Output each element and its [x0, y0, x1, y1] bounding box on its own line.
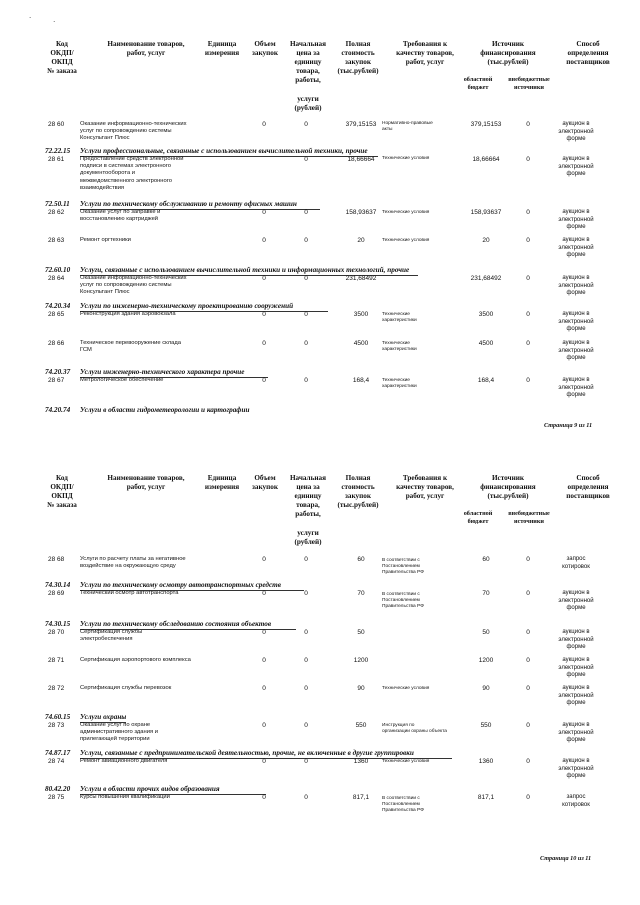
row-offbudget: 0	[526, 685, 530, 692]
row-regional: 1360	[478, 758, 494, 765]
header-offbudget: внебюджетные источники	[508, 76, 550, 91]
category-title: Услуги по техническому обслуживанию и ремонту офисных машин	[80, 200, 297, 208]
header-code: Код ОКДП/ ОКПД № заказа	[47, 474, 77, 509]
row-number: 28 66	[48, 340, 65, 347]
header-volume: Объем закупок	[252, 40, 278, 57]
row-unit: 0	[262, 590, 266, 597]
category-title: Услуги по техническому обследованию состояния объектов	[80, 620, 272, 628]
row-regional: 817,1	[477, 794, 495, 801]
row-total: 20	[357, 237, 365, 244]
row-unit: 0	[262, 377, 266, 384]
row-method: аукцион в электронной форме	[558, 121, 594, 142]
header-requirements: Требования к качеству товаров, работ, услуг	[396, 40, 454, 66]
category-title: Услуги, связанные с использованием вычислительной техники и информационных технологий, прочие	[80, 266, 410, 274]
row-total: 1360	[353, 758, 369, 765]
header-name: Наименование товаров, работ, услуг	[107, 474, 185, 491]
category-code: 74.20.74	[45, 406, 71, 414]
row-regional: 18,66664	[472, 156, 500, 163]
row-unit: 0	[262, 758, 266, 765]
category-code: 74.60.15	[45, 713, 71, 721]
header-source: Источник финансирования (тыс.рублей)	[480, 474, 536, 500]
row-method: аукцион в электронной форме	[558, 685, 594, 706]
row-number: 28 71	[48, 657, 65, 664]
page-number: Страница 10 из 11	[540, 855, 592, 862]
row-regional: 158,93637	[470, 209, 502, 216]
row-offbudget: 0	[526, 657, 530, 664]
row-requirements: Технические условия	[382, 686, 430, 691]
row-description: Реконструкция здания аэровокзала	[80, 311, 176, 317]
row-method: аукцион в электронной форме	[558, 311, 594, 332]
row-offbudget: 0	[526, 758, 530, 765]
row-price: 0	[304, 156, 308, 163]
header-services: услуги (рублей)	[294, 529, 322, 546]
row-total: 231,68492	[345, 275, 377, 282]
row-method: аукцион в электронной форме	[558, 237, 594, 258]
row-offbudget: 0	[526, 237, 530, 244]
row-regional: 168,4	[477, 377, 495, 384]
row-number: 28 72	[48, 685, 65, 692]
row-method: аукцион в электронной форме	[558, 377, 594, 398]
row-number: 28 62	[48, 209, 65, 216]
scan-speck: `	[29, 16, 32, 24]
row-regional: 90	[482, 685, 490, 692]
header-init-price: Начальная цена за единицу товара, работы,	[289, 40, 327, 84]
row-price: 0	[304, 275, 308, 282]
row-number: 28 61	[48, 156, 65, 163]
row-price: 0	[304, 758, 308, 765]
row-unit: 0	[262, 556, 266, 563]
row-price: 0	[304, 311, 308, 318]
row-regional: 550	[480, 722, 492, 729]
row-total: 50	[357, 629, 365, 636]
row-unit: 0	[262, 685, 266, 692]
row-offbudget: 0	[526, 209, 530, 216]
header-volume: Объем закупок	[252, 474, 278, 491]
row-number: 28 60	[48, 121, 65, 128]
category-title: Услуги по техническому осмотру автотранспортных средств	[80, 581, 281, 589]
row-unit: 0	[262, 657, 266, 664]
row-number: 28 75	[48, 794, 65, 801]
header-requirements: Требования к качеству товаров, работ, услуг	[396, 474, 454, 500]
row-unit: 0	[262, 237, 266, 244]
row-price: 0	[304, 722, 308, 729]
row-method: аукцион в электронной форме	[558, 156, 594, 177]
row-price: 0	[304, 629, 308, 636]
category-code: 74.30.15	[45, 620, 71, 628]
row-description: Оказание информационно-технических услуг по сопровождению системы Консультант Плюс	[80, 275, 187, 296]
row-description: Метрологическое обеспечение	[80, 377, 164, 383]
row-description: Услуги по расчету платы за негативное воздействие на окружающую среду	[80, 556, 186, 570]
category-code: 74.87.17	[45, 749, 71, 757]
row-offbudget: 0	[526, 629, 530, 636]
row-method: аукцион в электронной форме	[558, 340, 594, 361]
row-requirements: Технические условия	[382, 210, 430, 215]
page-number: Страница 9 из 11	[544, 422, 593, 429]
category-code: 72.50.11	[45, 200, 70, 208]
header-name: Наименование товаров, работ, услуг	[107, 40, 185, 57]
row-requirements: Технические условия	[382, 759, 430, 764]
row-price: 0	[304, 237, 308, 244]
category-code: 72.60.10	[45, 266, 71, 274]
row-regional: 3500	[478, 311, 494, 318]
row-total: 70	[357, 590, 365, 597]
row-number: 28 70	[48, 629, 65, 636]
row-regional: 379,15153	[470, 121, 502, 128]
row-regional: 20	[482, 237, 490, 244]
row-total: 158,93637	[345, 209, 377, 216]
row-method: аукцион в электронной форме	[558, 722, 594, 743]
row-unit: 0	[262, 722, 266, 729]
row-total: 550	[355, 722, 367, 729]
row-number: 28 65	[48, 311, 65, 318]
row-price: 0	[304, 590, 308, 597]
row-offbudget: 0	[526, 556, 530, 563]
row-offbudget: 0	[526, 311, 530, 318]
row-method: аукцион в электронной форме	[558, 629, 594, 650]
row-regional: 4500	[478, 340, 494, 347]
row-offbudget: 0	[526, 794, 530, 801]
row-description: Технический осмотр автотранспорта	[80, 590, 179, 596]
row-price: 0	[304, 209, 308, 216]
row-regional: 70	[482, 590, 490, 597]
row-total: 817,1	[352, 794, 370, 801]
header-total: Полная стоимость закупок (тыс.рублей)	[337, 40, 379, 75]
row-number: 28 69	[48, 590, 65, 597]
row-description: Оказание услуг по заправке и восстановлению картриджей	[80, 209, 161, 223]
row-description: Техническое перевооружение склада ГСМ	[80, 340, 181, 354]
header-code: Код ОКДП/ ОКПД № заказа	[47, 40, 77, 75]
row-requirements: Технические характеристики	[382, 341, 417, 352]
row-description: Ремонт оргтехники	[80, 237, 131, 243]
row-offbudget: 0	[526, 377, 530, 384]
row-requirements: Технические условия	[382, 156, 430, 161]
row-requirements: В соответствии с Постановлением Правительства РФ	[382, 796, 424, 813]
category-title: Услуги, связанные с предпринимательской деятельностью, прочие, не включенные в другие группировки	[80, 749, 414, 757]
scan-speck: ·	[53, 18, 56, 26]
row-number: 28 73	[48, 722, 65, 729]
row-requirements: Нормативно-правовые акты	[382, 121, 433, 132]
row-price: 0	[304, 794, 308, 801]
row-number: 28 64	[48, 275, 65, 282]
row-offbudget: 0	[526, 590, 530, 597]
row-method: аукцион в электронной форме	[558, 590, 594, 611]
row-offbudget: 0	[526, 722, 530, 729]
row-number: 28 68	[48, 556, 65, 563]
category-title: Услуги охраны	[80, 713, 127, 721]
row-number: 28 67	[48, 377, 65, 384]
row-requirements: Технические характеристики	[382, 378, 417, 389]
row-description: Сертификация аэропортового комплекса	[80, 657, 191, 663]
row-number: 28 63	[48, 237, 65, 244]
category-code: 74.20.37	[45, 368, 71, 376]
row-total: 4500	[353, 340, 369, 347]
row-offbudget: 0	[526, 121, 530, 128]
header-method: Способ определения поставщиков	[566, 474, 610, 500]
category-code: 74.20.34	[45, 302, 71, 310]
header-regional: областной бюджет	[463, 76, 493, 91]
row-total: 3500	[353, 311, 369, 318]
row-price: 0	[304, 685, 308, 692]
category-title: Услуги в области прочих видов образования	[80, 785, 220, 793]
row-unit: 0	[262, 209, 266, 216]
row-method: запрос котировок	[562, 556, 590, 570]
category-code: 80.42.20	[45, 785, 71, 793]
row-method: запрос котировок	[562, 794, 590, 808]
row-price: 0	[304, 340, 308, 347]
row-requirements: Инструкция по организации охраны объекта	[382, 723, 447, 734]
row-description: Ремонт авиационного двигателя	[80, 758, 168, 764]
row-price: 0	[304, 556, 308, 563]
row-offbudget: 0	[526, 275, 530, 282]
row-description: Сертификация службы электробеспечения	[80, 629, 143, 643]
header-unit: Единица измерения	[204, 474, 240, 491]
row-total: 90	[357, 685, 365, 692]
row-requirements: Технические характеристики	[382, 312, 417, 323]
row-method: аукцион в электронной форме	[558, 657, 594, 678]
row-total: 168,4	[352, 377, 370, 384]
row-requirements: В соответствии с Постановлением Правительства РФ	[382, 592, 424, 609]
row-price: 0	[304, 377, 308, 384]
row-unit: 0	[262, 629, 266, 636]
category-title: Услуги инженерно-технического характера прочие	[80, 368, 245, 376]
header-total: Полная стоимость закупок (тыс.рублей)	[337, 474, 379, 509]
row-number: 28 74	[48, 758, 65, 765]
header-method: Способ определения поставщиков	[566, 40, 610, 66]
row-total: 379,15153	[345, 121, 377, 128]
row-regional: 1200	[478, 657, 494, 664]
row-total: 18,66664	[347, 156, 375, 163]
category-title: Услуги в области гидрометеорологии и картографии	[80, 406, 250, 414]
row-description: Оказание услуг по охране административного здания и прилегающей территории	[80, 722, 158, 743]
header-unit: Единица измерения	[204, 40, 240, 57]
row-total: 1200	[353, 657, 369, 664]
row-total: 60	[357, 556, 365, 563]
row-offbudget: 0	[526, 156, 530, 163]
header-init-price: Начальная цена за единицу товара, работы,	[289, 474, 327, 518]
category-code: 72.22.15	[45, 147, 71, 155]
header-regional: областной бюджет	[463, 510, 493, 525]
row-description: Предоставление средств электронной подписи в системах электронного документооборота и межведомственного электронного взаимодействия	[80, 156, 184, 191]
row-price: 0	[304, 121, 308, 128]
row-regional: 50	[482, 629, 490, 636]
row-method: аукцион в электронной форме	[558, 209, 594, 230]
row-unit: 0	[262, 311, 266, 318]
row-regional: 60	[482, 556, 490, 563]
row-unit: 0	[262, 121, 266, 128]
category-code: 74.30.14	[45, 581, 71, 589]
row-requirements: В соответствии с Постановлением Правительства РФ	[382, 558, 424, 575]
category-title: Услуги профессиональные, связанные с использованием вычислительной техники, прочие	[80, 147, 368, 155]
row-price: 0	[304, 657, 308, 664]
row-unit: 0	[262, 275, 266, 282]
row-description: Сертификация службы перевозок	[80, 685, 172, 691]
header-source: Источник финансирования (тыс.рублей)	[480, 40, 536, 66]
row-unit: 0	[262, 794, 266, 801]
row-unit: 0	[262, 340, 266, 347]
header-services: услуги (рублей)	[294, 95, 322, 112]
row-description: Оказание информационно-технических услуг по сопровождению системы Консультант Плюс	[80, 121, 187, 142]
row-method: аукцион в электронной форме	[558, 275, 594, 296]
row-requirements: Технические условия	[382, 238, 430, 243]
row-description: Курсы повышения квалификации	[80, 794, 170, 800]
row-offbudget: 0	[526, 340, 530, 347]
row-method: аукцион в электронной форме	[558, 758, 594, 779]
header-offbudget: внебюджетные источники	[508, 510, 550, 525]
row-regional: 231,68492	[470, 275, 502, 282]
category-title: Услуги по инженерно-техническому проектированию сооружений	[80, 302, 294, 310]
